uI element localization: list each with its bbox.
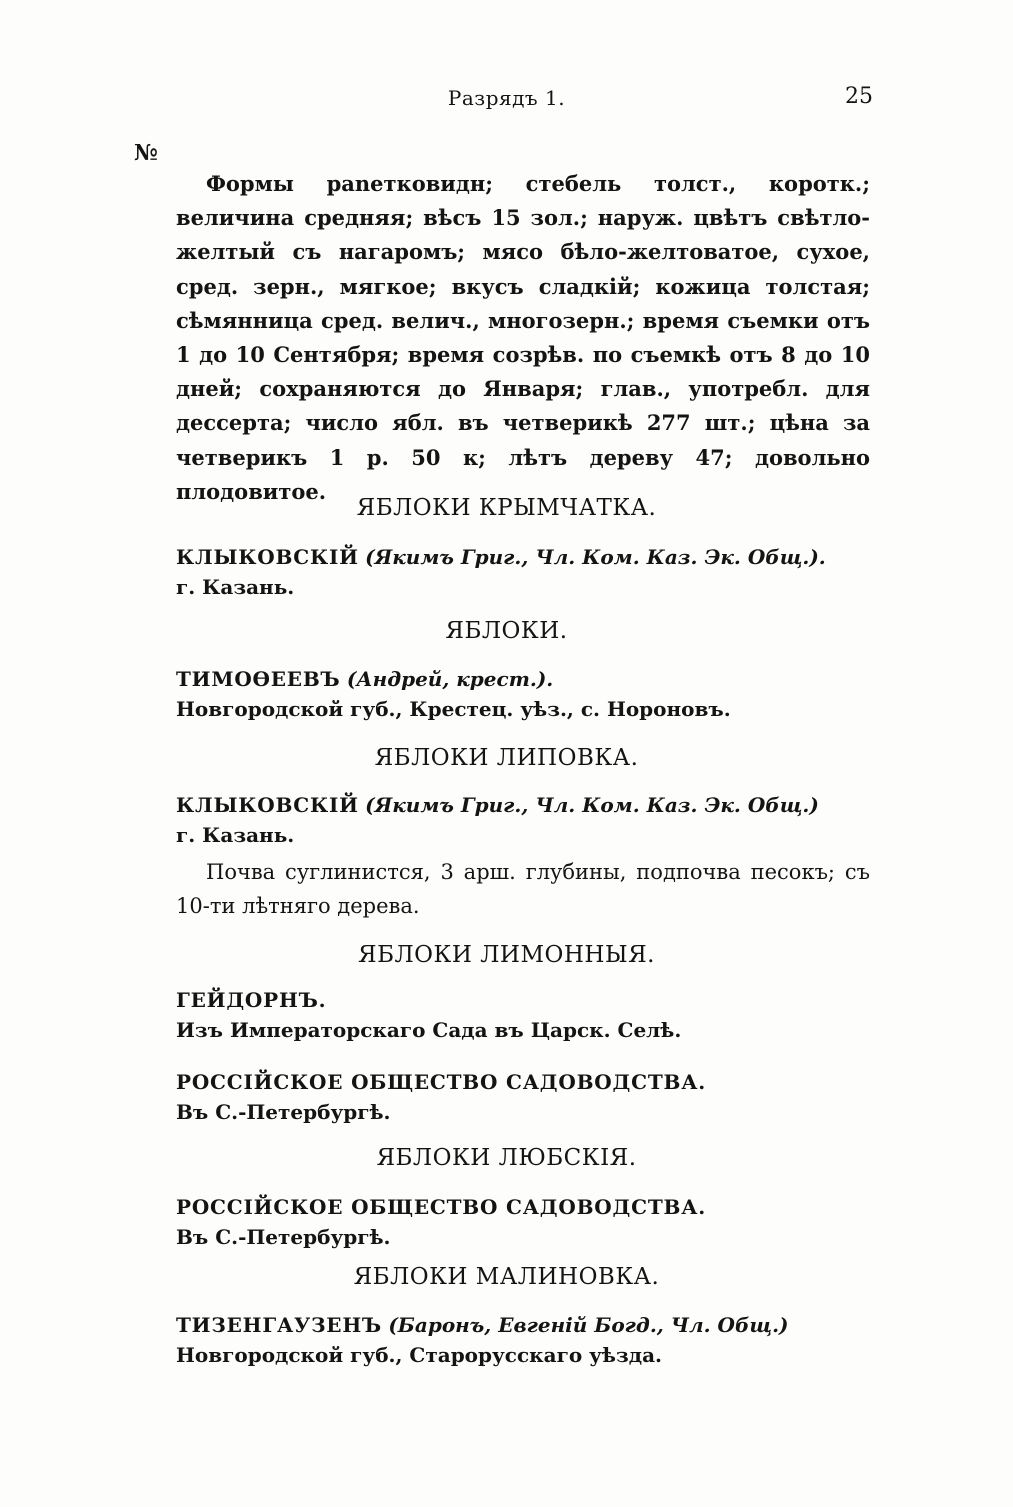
page-number: 25	[845, 84, 873, 109]
exhibitor-location: г. Казань.	[176, 575, 295, 599]
entry-klykovsky-1	[176, 542, 876, 602]
number-sign: №	[134, 140, 158, 166]
section-heading-lipovka: ЯБЛОКИ ЛИПОВКА.	[374, 745, 639, 771]
entry-klykovsky-2	[176, 790, 876, 850]
entry-name-line	[176, 542, 876, 572]
soil-note: Почва суглинистся, 3 арш. глубины, подпочва песокъ; съ 10-ти лѣтняго дерева.	[176, 860, 870, 919]
entry-tizengauzen	[176, 1310, 876, 1370]
exhibitor-name: РОССІЙСКОЕ ОБЩЕСТВО САДОВОДСТВА.	[176, 1070, 707, 1094]
entry-geydorn	[176, 985, 876, 1045]
section-heading-limonnyya: ЯБЛОКИ ЛИМОННЫЯ.	[358, 942, 655, 968]
exhibitor-detail: (Баронъ, Евгеній Богд., Чл. Общ.)	[388, 1313, 789, 1337]
section-heading-lyubskiya: ЯБЛОКИ ЛЮБСКІЯ.	[376, 1145, 637, 1171]
entry-name-line	[176, 664, 876, 694]
exhibitor-name: ТИМОѲЕЕВЪ	[176, 667, 341, 691]
entry-name-line	[176, 1310, 876, 1340]
entry-name-line	[176, 1192, 876, 1222]
exhibitor-location: Новгородской губ., Старорусскаго уѣзда.	[176, 1343, 663, 1367]
section-heading-yabloki: ЯБЛОКИ.	[445, 618, 568, 644]
entry-name-line	[176, 1067, 876, 1097]
exhibitor-location: Новгородской губ., Крестец. уѣз., с. Нороновъ.	[176, 697, 731, 721]
entry-russian-horticulture-society-1	[176, 1067, 876, 1127]
variety-description: Формы раnетковидн; стебель толст., коротк.; величина средняя; вѣсъ 15 зол.; наруж. цвѣтъ свѣтло-желтый съ нагаромъ; мясо бѣло-желтоватое, сухое, сред. зерн., мягкое; вкусъ сладкій; кожица толстая; сѣмянница сред. велич., многозерн.; время съемки отъ 1 до 10 Сентября; время созрѣв. по съемкѣ отъ 8 до 10 дней; сохраняются до Января; глав., употребл. для дессерта; число ябл. въ четверикѣ 277 шт.; цѣна за четверикъ 1 р. 50 к; лѣтъ дереву 47; довольно плодовитое.	[176, 171, 870, 504]
exhibitor-name: КЛЫКОВСКІЙ	[176, 793, 359, 817]
section-heading-krymchatka: ЯБЛОКИ КРЫМЧАТКА.	[356, 495, 657, 521]
entry-name-line	[176, 985, 876, 1015]
exhibitor-name: ТИЗЕНГАУЗЕНЪ	[176, 1313, 382, 1337]
entry-timofeev	[176, 664, 876, 724]
exhibitor-detail: (Якимъ Григ., Чл. Ком. Каз. Эк. Общ.)	[365, 793, 819, 817]
exhibitor-location: Въ С.-Петербургѣ.	[176, 1100, 391, 1124]
exhibitor-detail: (Андрей, крест.).	[346, 667, 554, 691]
exhibitor-location: Въ С.-Петербургѣ.	[176, 1225, 391, 1249]
exhibitor-name: КЛЫКОВСКІЙ	[176, 545, 359, 569]
entry-russian-horticulture-society-2	[176, 1192, 876, 1252]
exhibitor-detail: (Якимъ Григ., Чл. Ком. Каз. Эк. Общ.).	[365, 545, 826, 569]
exhibitor-name: ГЕЙДОРНЪ.	[176, 988, 327, 1012]
running-header: Разрядъ 1.	[447, 86, 566, 110]
exhibitor-location: Изъ Императорскаго Сада въ Царск. Селѣ.	[176, 1018, 682, 1042]
exhibitor-name: РОССІЙСКОЕ ОБЩЕСТВО САДОВОДСТВА.	[176, 1195, 707, 1219]
section-heading-malinovka: ЯБЛОКИ МАЛИНОВКА.	[353, 1264, 660, 1290]
exhibitor-location: г. Казань.	[176, 823, 295, 847]
entry-name-line	[176, 790, 876, 820]
